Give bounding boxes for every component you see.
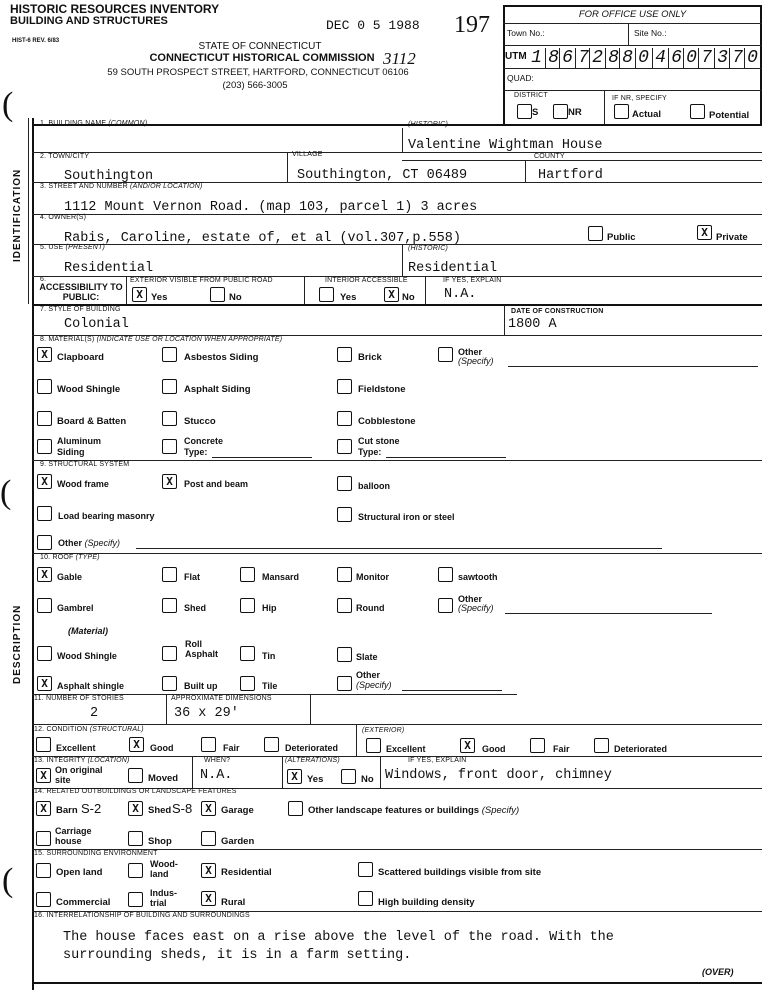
utm-digit: 8 <box>619 48 635 68</box>
material-checkbox[interactable] <box>162 411 177 426</box>
material-checkbox[interactable] <box>337 411 352 426</box>
carriage-label: Carriage <box>55 826 92 836</box>
utm-label: UTM <box>505 51 527 62</box>
material-label: Asbestos Siding <box>184 352 259 363</box>
material-checkbox[interactable] <box>37 379 52 394</box>
s4-label: 4. OWNER(S) <box>40 214 87 221</box>
district-nr-label: NR <box>568 107 582 118</box>
open-land-label: Open land <box>56 867 103 878</box>
moved-checkbox[interactable] <box>128 768 143 783</box>
s7-date-label: DATE OF CONSTRUCTION <box>511 308 604 315</box>
roof-material-checkbox[interactable]: X <box>37 676 52 691</box>
condition-exterior-label: Excellent <box>386 744 426 754</box>
s13-explain-label: IF YES, EXPLAIN <box>408 757 467 764</box>
roof-material-checkbox[interactable] <box>37 646 52 661</box>
structural-other-checkbox[interactable] <box>37 535 52 550</box>
public-checkbox[interactable] <box>588 226 603 241</box>
roof-type-label: Hip <box>262 603 277 613</box>
material-concrete-type-label: Type: <box>184 447 208 457</box>
s5-label: 5. USE (PRESENT) <box>40 244 106 251</box>
utm-digit: 4 <box>652 48 668 68</box>
wood-label: Wood- <box>150 859 178 869</box>
condition-exterior-checkbox[interactable]: X <box>460 738 475 753</box>
s15-label: 15. SURROUNDING ENVIRONMENT <box>34 850 158 857</box>
condition-exterior-checkbox[interactable] <box>530 738 545 753</box>
s6-exterior-label: EXTERIOR VISIBLE FROM PUBLIC ROAD <box>130 277 273 284</box>
binder-mark: ( <box>2 862 14 899</box>
form-subtitle: BUILDING AND STRUCTURES <box>10 15 168 27</box>
binder-mark: ( <box>0 474 12 511</box>
rural-label: Rural <box>221 897 246 908</box>
material-checkbox[interactable] <box>162 347 177 362</box>
roof-type-checkbox[interactable] <box>240 598 255 613</box>
alterations-yes-checkbox[interactable]: X <box>287 769 302 784</box>
stamp-number: 197 <box>454 12 490 38</box>
woodland-checkbox[interactable] <box>128 863 143 878</box>
utm-digit: 7 <box>698 48 714 68</box>
garage-label: Garage <box>221 805 254 816</box>
interior-yes-label: Yes <box>340 292 357 303</box>
street-value[interactable]: 1112 Mount Vernon Road. (map 103, parcel 1) 3 acres <box>64 200 478 215</box>
utm-digit: 7 <box>575 48 591 68</box>
moved-label: Moved <box>148 773 179 784</box>
s13-alterations-label: (ALTERATIONS) <box>285 757 340 764</box>
material-other-specify: (Specify) <box>458 356 494 366</box>
roof-type-checkbox[interactable] <box>37 598 52 613</box>
roof-material-other-label: Other <box>356 670 381 680</box>
s2-county-label: COUNTY <box>534 153 565 160</box>
material-checkbox[interactable] <box>337 347 352 362</box>
utm-digit: 8 <box>545 48 561 68</box>
material-label: Brick <box>358 352 382 363</box>
s2-village-label: VILLAGE <box>292 151 323 158</box>
condition-structural-checkbox[interactable]: X <box>129 737 144 752</box>
condition-structural-label: Fair <box>223 743 240 753</box>
roof-other-specify: (Specify) <box>458 603 494 613</box>
stamp-date: DEC 0 5 1988 <box>326 18 420 33</box>
utm-digit: 0 <box>635 48 651 68</box>
structural-label: Load bearing masonry <box>58 511 155 521</box>
material-label: Cobblestone <box>358 416 416 427</box>
village-value[interactable]: Southington, CT 06489 <box>297 168 468 183</box>
agency-name: CONNECTICUT HISTORICAL COMMISSION <box>149 52 375 64</box>
utm-digit: 0 <box>744 48 760 68</box>
s11-label: 11. NUMBER OF STORIES <box>34 695 124 702</box>
roof-type-checkbox[interactable] <box>162 567 177 582</box>
accessibility-explain-value[interactable]: N.A. <box>444 287 477 302</box>
material-label: Wood Shingle <box>57 384 121 395</box>
construction-date-value[interactable]: 1800 A <box>508 317 557 332</box>
s3-label: 3. STREET AND NUMBER (AND/OR LOCATION) <box>40 183 203 190</box>
shop-label: Shop <box>148 836 172 847</box>
structural-label: Wood frame <box>57 479 109 489</box>
garden-checkbox[interactable] <box>201 831 216 846</box>
interrelationship-line1[interactable]: The house faces east on a rise above the level of the road. With the <box>63 930 614 945</box>
structural-checkbox[interactable]: X <box>162 474 177 489</box>
interrelationship-line2[interactable]: surrounding sheds, it is in a farm setting. <box>63 948 412 963</box>
structural-label: balloon <box>358 481 390 491</box>
form-number: HIST-6 REV. 6/83 <box>12 38 60 44</box>
private-label: Private <box>716 232 748 243</box>
quad-label: QUAD: <box>507 73 534 83</box>
form-title: HISTORIC RESOURCES INVENTORY <box>10 2 220 16</box>
barn-note: S-2 <box>81 801 102 816</box>
use-historic-value[interactable]: Residential <box>408 261 498 276</box>
material-concrete-label: Concrete <box>184 436 224 446</box>
structural-checkbox[interactable]: X <box>37 474 52 489</box>
shed-note: S-8 <box>172 801 193 816</box>
roof-material-label: Tin <box>262 651 276 661</box>
industrial-checkbox[interactable] <box>128 892 143 907</box>
s6-label: ACCESSIBILITY TO PUBLIC: <box>39 282 123 302</box>
material-aluminum-label: Aluminum <box>57 436 101 446</box>
roof-material-other-checkbox[interactable] <box>337 676 352 691</box>
s14-label: 14. RELATED OUTBUILDINGS OR LANDSCAPE FEATURES <box>34 788 237 795</box>
district-label: DISTRICT <box>514 92 548 99</box>
dimensions-value[interactable]: 36 x 29' <box>174 706 239 721</box>
high-density-checkbox[interactable] <box>358 891 373 906</box>
description-side-label: DESCRIPTION <box>12 604 23 684</box>
on-original-label: On original <box>55 765 103 775</box>
structural-checkbox[interactable] <box>337 476 352 491</box>
utm-digit: 7 <box>729 48 745 68</box>
roof-type-label: sawtooth <box>458 572 498 582</box>
exterior-yes-label: Yes <box>151 292 168 303</box>
stories-value[interactable]: 2 <box>90 706 99 721</box>
alterations-explain-value[interactable]: Windows, front door, chimney <box>385 768 612 783</box>
material-cut-stone-checkbox[interactable] <box>337 439 352 454</box>
shed-label: Shed <box>148 805 172 816</box>
roof-material-label: Tile <box>262 681 278 691</box>
structural-checkbox[interactable] <box>37 506 52 521</box>
material-cut-stone-type-label: Type: <box>358 447 382 457</box>
style-value[interactable]: Colonial <box>64 317 129 332</box>
roof-type-label: Shed <box>184 603 207 613</box>
district-s-checkbox[interactable] <box>517 104 532 119</box>
condition-exterior-checkbox[interactable] <box>594 738 609 753</box>
material-checkbox[interactable] <box>37 411 52 426</box>
condition-structural-checkbox[interactable] <box>201 737 216 752</box>
material-checkbox[interactable]: X <box>37 347 52 362</box>
county-value[interactable]: Hartford <box>538 168 603 183</box>
interior-yes-checkbox[interactable] <box>319 287 334 302</box>
roof-material-checkbox[interactable] <box>240 676 255 691</box>
shed-checkbox[interactable]: X <box>128 801 143 816</box>
condition-structural-label: Good <box>150 743 174 753</box>
roof-type-checkbox[interactable]: X <box>37 567 52 582</box>
roof-other-label: Other <box>458 594 483 604</box>
town-value[interactable]: Southington <box>64 169 154 184</box>
s12-exterior-label: (EXTERIOR) <box>362 727 405 734</box>
s13-when-label: WHEN? <box>204 757 231 764</box>
s9-label: 9. STRUCTURAL SYSTEM <box>40 461 130 468</box>
house-label: house <box>55 836 82 846</box>
roof-material-checkbox[interactable] <box>162 676 177 691</box>
material-aluminum-checkbox[interactable] <box>37 439 52 454</box>
material-checkbox[interactable] <box>162 379 177 394</box>
nr-potential-checkbox[interactable] <box>690 104 705 119</box>
roof-material-label: Wood Shingle <box>57 651 117 661</box>
district-nr-checkbox[interactable] <box>553 104 568 119</box>
handwritten-number: 3112 <box>383 49 416 68</box>
roof-material-label: Asphalt shingle <box>57 681 125 691</box>
exterior-yes-checkbox[interactable]: X <box>132 287 147 302</box>
material-other-checkbox[interactable] <box>438 347 453 362</box>
s7-label: 7. STYLE OF BUILDING <box>40 306 121 313</box>
shop-checkbox[interactable] <box>128 831 143 846</box>
alterations-yes-label: Yes <box>307 774 324 785</box>
material-siding-label: Siding <box>57 447 85 457</box>
condition-exterior-label: Good <box>482 744 506 754</box>
material-label: Asphalt Siding <box>184 384 251 395</box>
roof-material-other-specify: (Specify) <box>356 680 392 690</box>
s11-dimensions-label: APPROXIMATE DIMENSIONS <box>171 695 272 702</box>
exterior-no-label: No <box>229 292 242 303</box>
s6-explain-label: IF YES, EXPLAIN <box>443 277 502 284</box>
utm-digit: 0 <box>683 48 699 68</box>
building-name-historic[interactable]: Valentine Wightman House <box>408 138 603 153</box>
utm-digit: 8 <box>605 48 621 68</box>
condition-structural-checkbox[interactable] <box>264 737 279 752</box>
residential-checkbox[interactable]: X <box>201 863 216 878</box>
land-label: land <box>150 869 169 879</box>
s5-historic-label: (HISTORIC) <box>408 245 448 252</box>
roof-type-checkbox[interactable] <box>240 567 255 582</box>
condition-structural-label: Excellent <box>56 743 96 753</box>
agency-state: STATE OF CONNECTICUT <box>198 41 322 52</box>
when-value[interactable]: N.A. <box>200 768 233 783</box>
material-label: Clapboard <box>57 352 104 363</box>
commercial-checkbox[interactable] <box>36 892 51 907</box>
roof-material-label: Slate <box>356 652 378 662</box>
roof-material-checkbox[interactable] <box>337 647 352 662</box>
roof-material-label: Asphalt <box>185 649 219 659</box>
identification-side-label: IDENTIFICATION <box>12 168 23 262</box>
office-use-title: FOR OFFICE USE ONLY <box>578 9 687 20</box>
indus-label: Indus- <box>150 888 177 898</box>
s6-interior-label: INTERIOR ACCESSIBLE <box>325 277 408 284</box>
roof-material-checkbox[interactable] <box>162 646 177 661</box>
structural-other-label: Other (Specify) <box>58 538 121 548</box>
barn-label: Barn <box>56 805 78 816</box>
binder-mark: ( <box>2 86 14 123</box>
carriage-house-checkbox[interactable] <box>36 831 51 846</box>
utm-digit: 6 <box>559 48 575 68</box>
nr-potential-label: Potential <box>709 110 750 121</box>
roof-material-label: Roll <box>185 639 202 649</box>
condition-structural-label: Deteriorated <box>285 743 339 753</box>
roof-type-label: Flat <box>184 572 201 582</box>
high-density-label: High building density <box>378 897 475 908</box>
on-original-site-checkbox[interactable]: X <box>36 768 51 783</box>
roof-type-label: Mansard <box>262 572 300 582</box>
owner-value[interactable]: Rabis, Caroline, estate of, et al (vol.307,p.558) <box>64 231 461 246</box>
barn-checkbox[interactable]: X <box>36 801 51 816</box>
s10-label: 10. ROOF (TYPE) <box>40 554 100 561</box>
nr-actual-label: Actual <box>632 109 662 120</box>
s6-num: 6. <box>40 276 47 283</box>
utm-digit: 6 <box>668 48 684 68</box>
material-label: Stucco <box>184 416 216 427</box>
use-present-value[interactable]: Residential <box>64 261 154 276</box>
condition-structural-checkbox[interactable] <box>36 737 51 752</box>
trial-label: trial <box>150 898 167 908</box>
alterations-no-checkbox[interactable] <box>341 769 356 784</box>
residential-label: Residential <box>221 867 272 878</box>
utm-digit: 2 <box>589 48 605 68</box>
material-other-label: Other <box>458 347 483 357</box>
interior-no-label: No <box>402 292 415 303</box>
roof-type-checkbox[interactable] <box>438 567 453 582</box>
s1-label: 1. BUILDING NAME (COMMON) <box>40 120 148 127</box>
scattered-label: Scattered buildings visible from site <box>378 867 542 878</box>
other-landscape-checkbox[interactable] <box>288 801 303 816</box>
site-label: site <box>55 775 71 785</box>
condition-exterior-label: Fair <box>553 744 570 754</box>
roof-other-checkbox[interactable] <box>438 598 453 613</box>
s2-town-label: 2. TOWN/CITY <box>40 153 90 160</box>
s1-historic-label: (HISTORIC) <box>408 121 448 128</box>
if-nr-label: IF NR, SPECIFY <box>612 95 667 102</box>
roof-type-label: Gable <box>57 572 83 582</box>
garage-checkbox[interactable]: X <box>201 801 216 816</box>
exterior-no-checkbox[interactable] <box>210 287 225 302</box>
public-label: Public <box>607 232 636 243</box>
other-landscape-label: Other landscape features or buildings (Specify) <box>308 805 520 816</box>
rural-checkbox[interactable]: X <box>201 891 216 906</box>
material-concrete-checkbox[interactable] <box>162 439 177 454</box>
roof-type-checkbox[interactable] <box>337 567 352 582</box>
roof-material-label: Built up <box>184 681 218 691</box>
roof-type-label: Round <box>356 603 385 613</box>
roof-type-checkbox[interactable] <box>337 598 352 613</box>
structural-label: Post and beam <box>184 479 249 489</box>
material-label: Board & Batten <box>57 416 127 427</box>
over-label: (OVER) <box>702 967 734 977</box>
agency-phone: (203) 566-3005 <box>222 80 288 91</box>
site-no-label: Site No.: <box>634 28 667 38</box>
open-land-checkbox[interactable] <box>36 863 51 878</box>
roof-material-checkbox[interactable] <box>240 646 255 661</box>
interior-no-checkbox[interactable]: X <box>384 287 399 302</box>
s12-label: 12. CONDITION (STRUCTURAL) <box>34 726 144 733</box>
district-s-label: S <box>532 107 539 118</box>
roof-type-checkbox[interactable] <box>162 598 177 613</box>
commercial-label: Commercial <box>56 897 111 908</box>
material-checkbox[interactable] <box>337 379 352 394</box>
roof-material-label: (Material) <box>68 626 109 636</box>
structural-label: Structural iron or steel <box>358 512 455 522</box>
structural-checkbox[interactable] <box>337 507 352 522</box>
town-no-label: Town No.: <box>507 28 545 38</box>
scattered-checkbox[interactable] <box>358 862 373 877</box>
s16-label: 16. INTERRELATIONSHIP OF BUILDING AND SURROUNDINGS <box>34 912 250 919</box>
alterations-no-label: No <box>361 774 374 785</box>
agency-address: 59 SOUTH PROSPECT STREET, HARTFORD, CONNECTICUT 06106 <box>107 67 409 78</box>
condition-exterior-label: Deteriorated <box>614 744 668 754</box>
private-checkbox[interactable]: X <box>697 225 712 240</box>
s13-label: 13. INTEGRITY (LOCATION) <box>34 757 130 764</box>
utm-digit: 1 <box>531 48 542 68</box>
condition-exterior-checkbox[interactable] <box>366 738 381 753</box>
roof-type-label: Gambrel <box>57 603 94 613</box>
s8-label: 8. MATERIAL(S) (INDICATE USE OR LOCATION WHEN APPROPRIATE) <box>40 336 283 343</box>
nr-actual-checkbox[interactable] <box>614 104 629 119</box>
roof-type-label: Monitor <box>356 572 389 582</box>
material-label: Fieldstone <box>358 384 406 395</box>
garden-label: Garden <box>221 836 255 847</box>
utm-digit: 3 <box>714 48 730 68</box>
material-cut-stone-label: Cut stone <box>358 436 400 446</box>
